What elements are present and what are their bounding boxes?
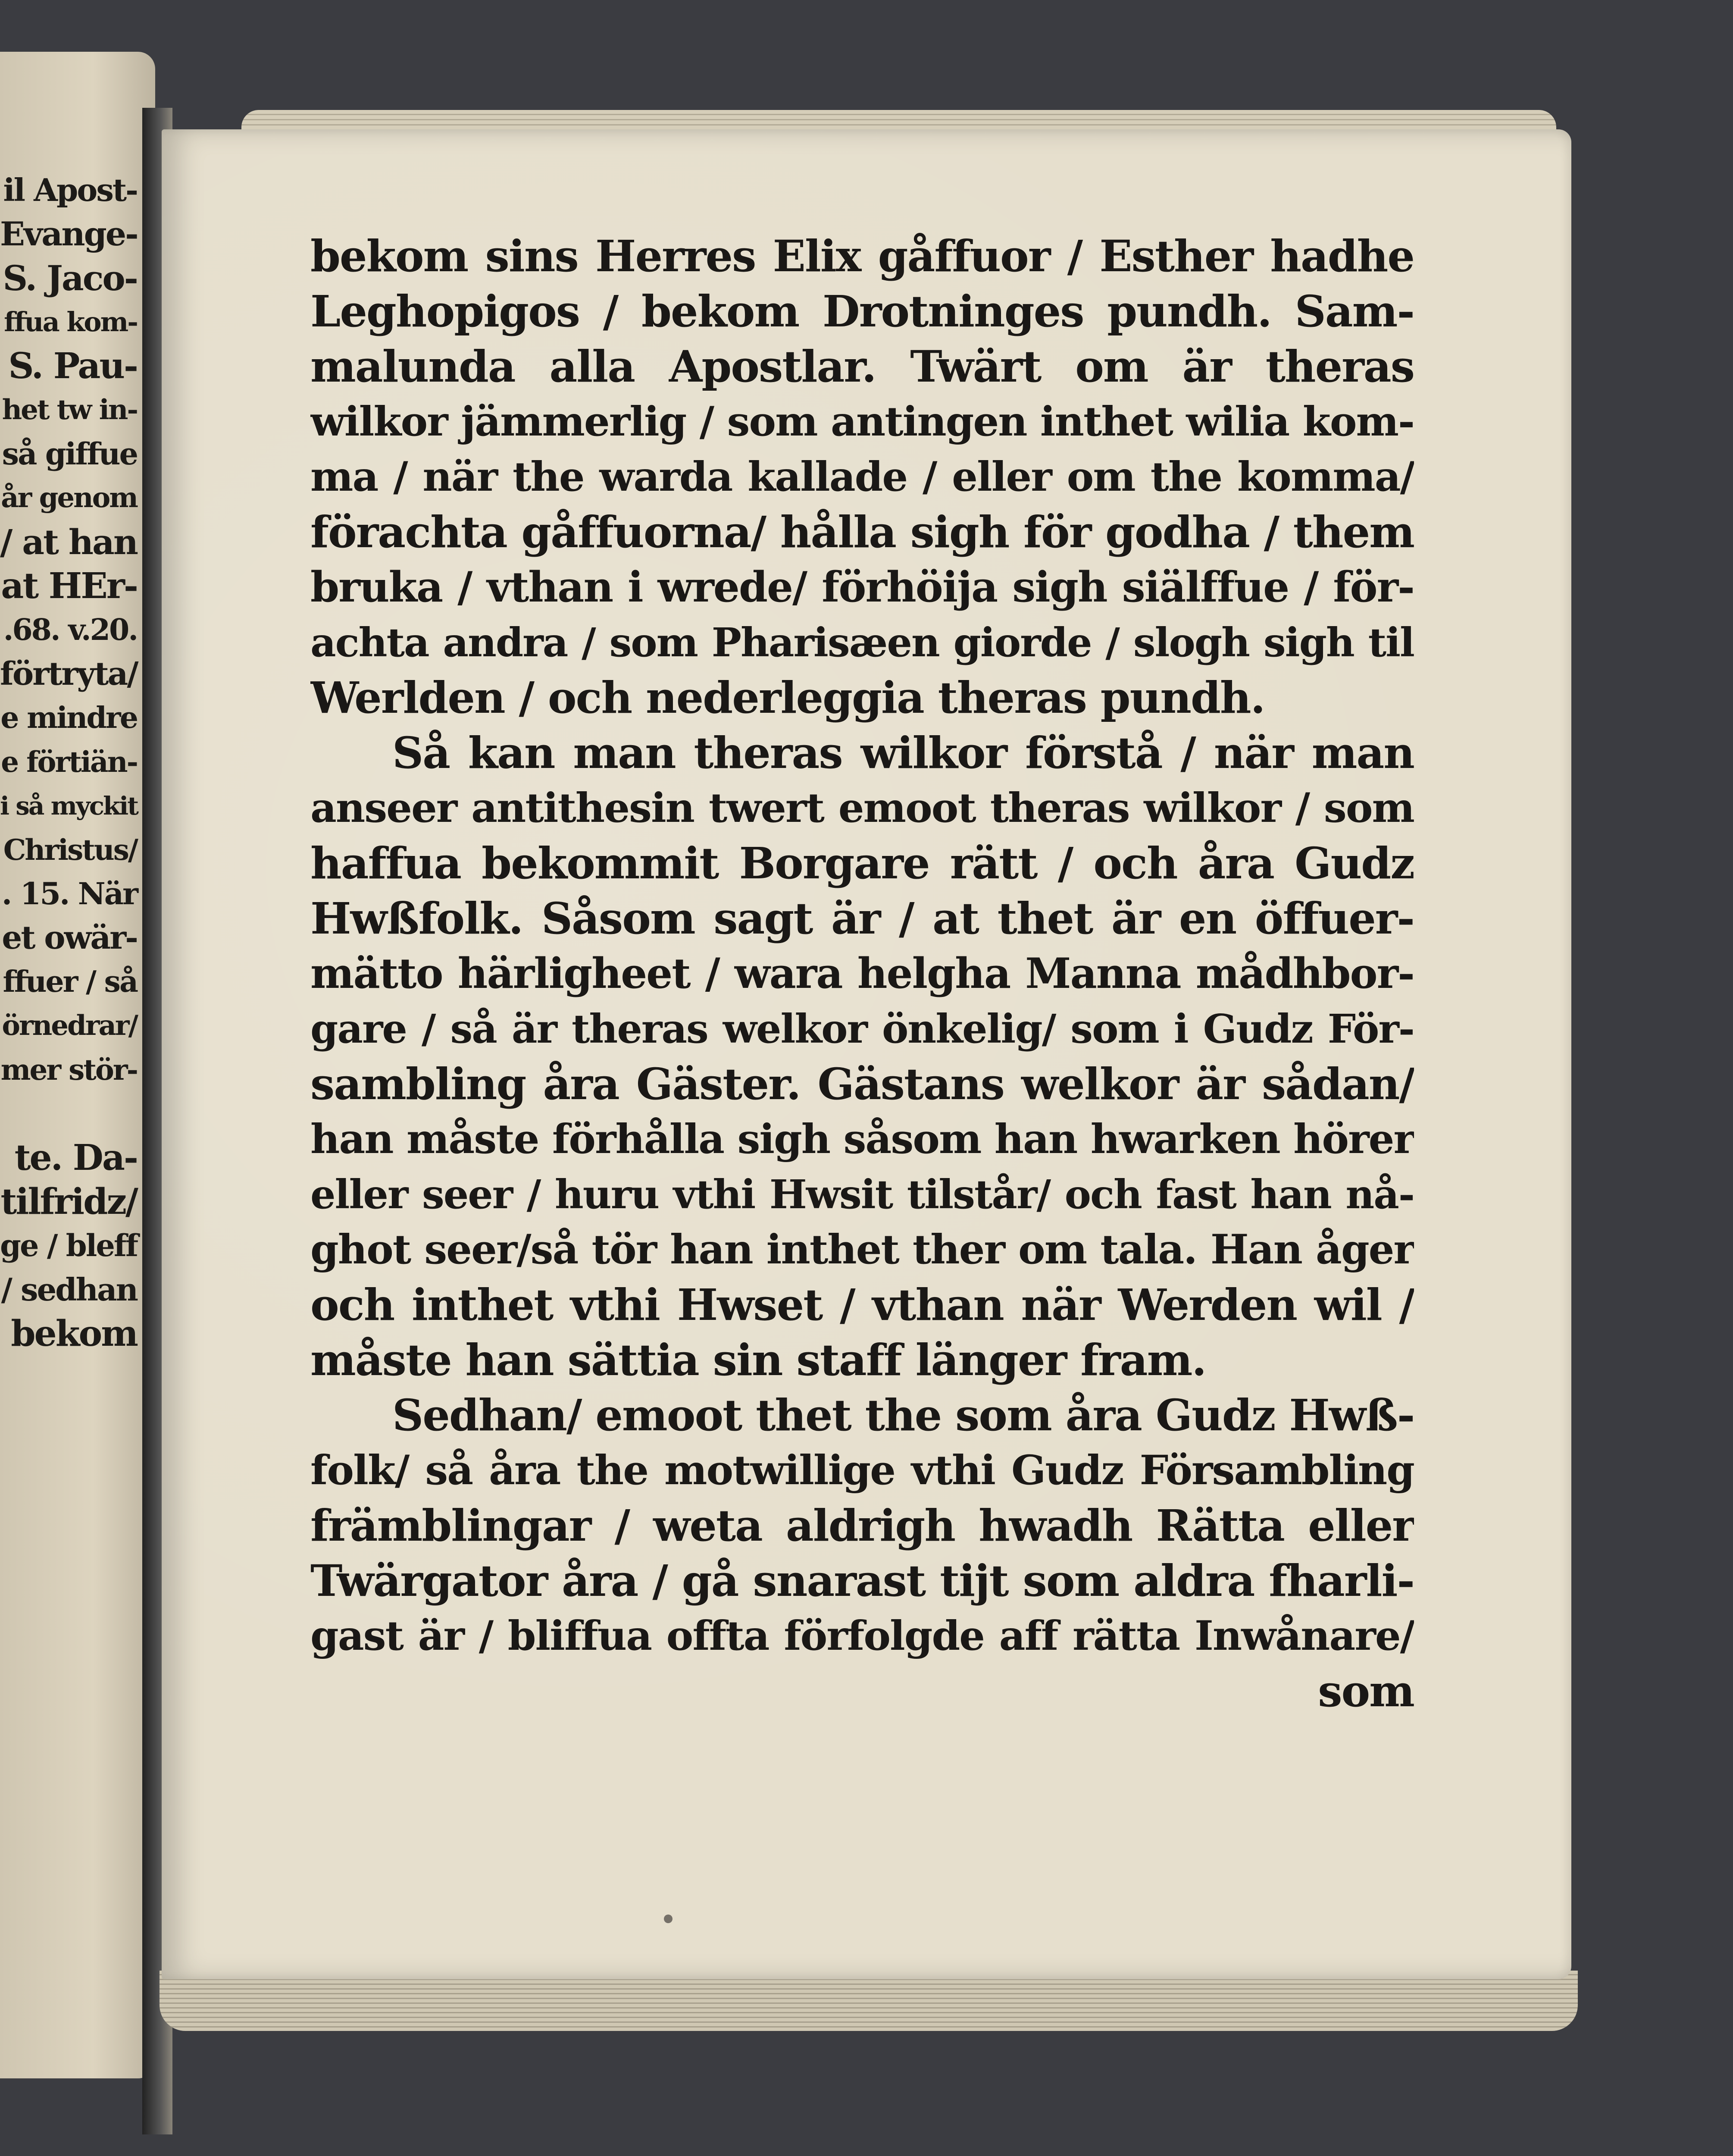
text-line: ma / när the warda kallade / eller om the komma/	[310, 453, 1414, 501]
left-line: / sedhan	[1, 1271, 137, 1308]
left-line: et owär-	[2, 919, 137, 956]
text-line: gast är / bliffua offta förfolgde aff rätta Inwånare/	[310, 1612, 1414, 1660]
text-line: eller seer / huru vthi Hwsit tilstår/ och fast han nå-	[310, 1171, 1414, 1218]
text-line: sambling åra Gäster. Gästans welkor är sådan/	[310, 1059, 1414, 1109]
text-line: achta andra / som Pharisæen giorde / slogh sigh til	[310, 619, 1414, 666]
left-line: ffuer / så	[3, 965, 137, 999]
text-line: Werlden / och nederleggia theras pundh.	[310, 672, 1265, 723]
left-line: ffua kom-	[4, 306, 137, 338]
text-line: Hwßfolk. Såsom sagt är / at thet är en öffuer-	[310, 893, 1414, 944]
left-line	[0, 1092, 155, 1136]
left-line: e mindre	[0, 701, 137, 735]
left-line: Evange-	[0, 215, 138, 253]
catchword: som	[1318, 1666, 1414, 1717]
left-line: at HEr-	[1, 565, 137, 607]
left-line: ge / bleff	[0, 1228, 138, 1263]
left-line: il Apost-	[3, 172, 137, 208]
left-line: te. Da-	[14, 1137, 137, 1178]
text-line: wilkor jämmerlig / som antingen inthet wilia kom-	[310, 398, 1414, 445]
text-line: anseer antithesin twert emoot theras wilkor / som	[310, 784, 1414, 832]
text-line: han måste förhålla sigh såsom han hwarken hörer	[310, 1116, 1414, 1163]
left-line: e förtiän-	[1, 745, 137, 779]
left-line: bekom	[11, 1313, 137, 1354]
left-line: örnedrar/	[2, 1009, 137, 1042]
text-line: mätto härligheet / wara helgha Manna mådhbor-	[310, 949, 1414, 998]
left-line: .68. v.20.	[3, 613, 137, 647]
left-line: . 15. När	[1, 876, 137, 912]
text-line: malunda alla Apostlar. Twärt om är theras	[310, 341, 1414, 392]
text-line: folk/ så åra the motwillige vthi Gudz Försambling	[310, 1447, 1414, 1494]
text-line: ghot seer/så tör han inthet ther om tala. Han åger	[310, 1226, 1414, 1273]
text-line: måste han sättia sin staff länger fram.	[310, 1335, 1206, 1385]
left-line: / at han	[0, 522, 137, 562]
left-line: i så myckit	[0, 791, 138, 821]
left-line: tilfridz/	[0, 1181, 137, 1222]
text-line: gare / så är theras welkor önkelig/ som i Gudz För-	[310, 1006, 1414, 1052]
left-page-text	[0, 168, 155, 1356]
left-line: så giffue	[2, 436, 137, 472]
body-text	[310, 229, 1414, 1719]
text-line: Leghopigos / bekom Drotninges pundh. Sam-	[310, 286, 1414, 337]
left-line: S. Jaco-	[3, 258, 137, 298]
text-line: bekom sins Herres Elix gåffuor / Esther hadhe	[310, 231, 1414, 282]
left-line: Christus/	[3, 833, 137, 867]
text-line: Sedhan/ emoot thet the som åra Gudz Hwß-	[392, 1390, 1414, 1441]
text-line: haffua bekommit Borgare rätt / och åra Gudz	[310, 838, 1414, 889]
text-line: bruka / vthan i wrede/ förhöija sigh siälffue / för-	[310, 563, 1414, 611]
left-line: år genom	[1, 482, 137, 514]
text-line: förachta gåffuorna/ hålla sigh för godha / them	[310, 507, 1414, 558]
text-line: Twärgator åra / gå snarast tijt som aldra fharli-	[310, 1555, 1414, 1606]
bottom-page-edges	[160, 1971, 1578, 2031]
left-line: mer stör-	[0, 1053, 137, 1087]
left-line: het tw in-	[2, 394, 137, 426]
left-page	[0, 52, 155, 2078]
left-line: förtryta/	[0, 655, 138, 693]
left-line: S. Pau-	[8, 345, 137, 387]
text-line: Så kan man theras wilkor förstå / när man	[392, 727, 1414, 778]
text-line: främblingar / weta aldrigh hwadh Rätta eller	[310, 1500, 1414, 1551]
text-line: och inthet vthi Hwset / vthan när Werden wil /	[310, 1279, 1414, 1330]
ink-speck	[664, 1915, 673, 1923]
